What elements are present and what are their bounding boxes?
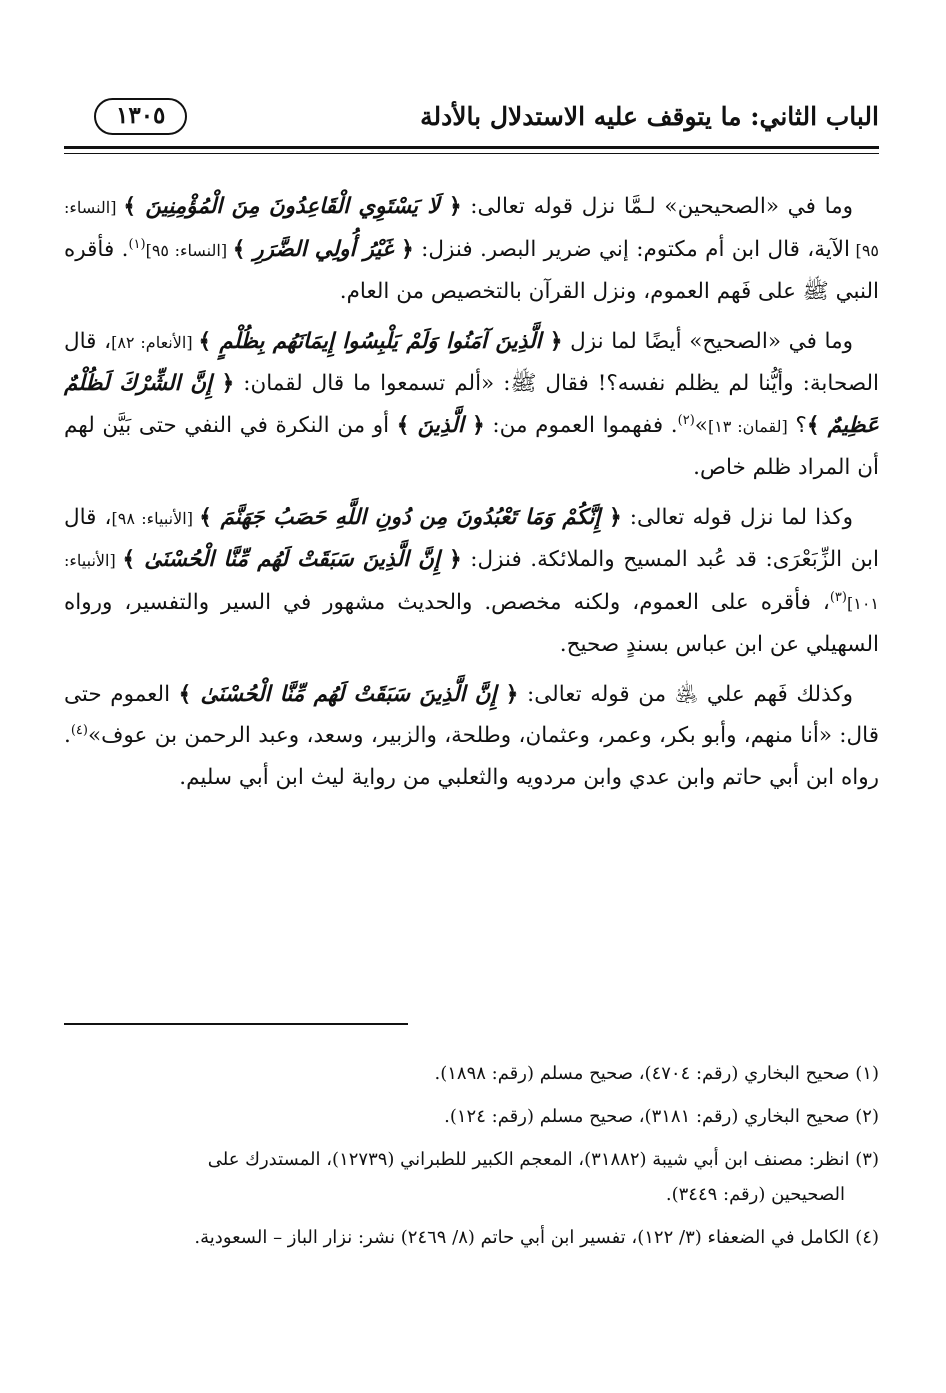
footnotes	[64, 1056, 879, 1263]
text-span: وكذلك فَهم علي ﵁ من قوله تعالى:	[518, 681, 853, 707]
footnote-marker[interactable]: (٤)	[70, 722, 88, 738]
paragraph-4	[64, 674, 879, 799]
footnote-4: (٤) الكامل في الضعفاء (٣/ ١٢٢)، تفسير ابن أبي حاتم (٨/ ٢٤٦٩) نشر: نزار الباز – السعودية.	[194, 1227, 879, 1248]
footnote-separator	[64, 1023, 408, 1025]
ornate-bracket-close: ﴾	[232, 236, 254, 262]
verse-reference: [لقمان: ١٣]	[707, 416, 788, 436]
footnote-3-line-2: الصحيحين (رقم: ٣٤٤٩).	[665, 1184, 845, 1205]
verse-reference: [الأنبياء: ٩٨]	[111, 508, 200, 528]
ornate-bracket-open: ﴿	[463, 412, 485, 438]
header-rule-thick	[64, 146, 879, 149]
quran-quote: الَّذِينَ	[417, 412, 464, 438]
page-header	[64, 96, 879, 146]
quran-quote: لَا يَسْتَوِي الْقَاعِدُونَ مِنَ الْمُؤْمِنِينَ	[145, 194, 440, 219]
verse-reference: [الأنبياء: ١٠١]	[64, 551, 879, 613]
text-span: وكذا لما نزل قوله تعالى:	[621, 504, 853, 530]
ornate-bracket-close: ﴾	[123, 194, 146, 219]
text-span: . فأقره النبي ﷺ على فَهم العموم، ونزل القرآن بالتخصيص من العام.	[64, 236, 879, 304]
footnote-3	[64, 1142, 879, 1212]
footnote-3-line-1: (٣) انظر: مصنف ابن أبي شيبة (٣١٨٨٢)، المعجم الكبير للطبراني (١٢٧٣٩)، المستدرك على	[207, 1149, 879, 1170]
text-span: وما في «الصحيحين» لـمَّا نزل قوله تعالى:	[461, 194, 854, 219]
footnote-1: (١) صحيح البخاري (رقم: ٤٧٠٤)، صحيح مسلم (رقم: ١٨٩٨).	[434, 1063, 879, 1084]
ornate-bracket-open: ﴿	[439, 547, 462, 572]
text-span: أو من النكرة في النفي حتى بَيَّن لهم أن المراد ظلم خاص.	[64, 412, 879, 480]
page-number-badge: ١٣٠٥	[94, 98, 187, 135]
ornate-bracket-close: ﴾	[806, 412, 828, 438]
quran-quote: إِنَّ الَّذِينَ سَبَقَتْ لَهُم مِّنَّا الْحُسْنَىٰ	[144, 547, 440, 572]
text-span: ، قال ابن الزِّبَعْرَى: قد عُبد المسيح والملائكة. فنزل:	[64, 504, 879, 572]
quran-quote: غَيْرُ أُولِي الضَّرَرِ	[253, 236, 394, 262]
ornate-bracket-close: ﴾	[199, 504, 221, 530]
text-span: العموم حتى قال: «أنا منهم، وأبو بكر، وعمر، وعثمان، وطلحة، والزبير، وسعد، وعبد الرحمن بن عوف»	[64, 681, 879, 748]
ornate-bracket-close: ﴾	[122, 547, 145, 572]
paragraph-2	[64, 321, 879, 489]
quran-quote: إِنَّ الَّذِينَ سَبَقَتْ لَهُم مِّنَّا الْحُسْنَىٰ	[200, 681, 497, 707]
quran-quote: إِنَّ الشِّرْكَ لَظُلْمٌ عَظِيمٌ	[64, 371, 879, 438]
running-title: الباب الثاني: ما يتوقف عليه الاستدلال بالأدلة	[420, 102, 879, 131]
header-rule-thin	[64, 153, 879, 154]
footnote-2: (٢) صحيح البخاري (رقم: ٣١٨١)، صحيح مسلم (رقم: ١٢٤).	[444, 1106, 879, 1127]
quran-quote: الَّذِينَ آمَنُوا وَلَمْ يَلْبِسُوا إِيمَانَهُم بِظُلْمٍ	[219, 328, 542, 354]
text-span: ؟	[787, 412, 807, 438]
verse-reference: [النساء: ٩٥]	[64, 198, 879, 260]
text-span: . رواه ابن أبي حاتم وابن عدي وابن مردويه والثعلبي من رواية ليث ابن أبي سليم.	[64, 723, 879, 790]
text-span: »	[694, 412, 708, 438]
text-span: ، قال الصحابة: وأيُّنا لم يظلم نفسه؟! فقال ﷺ: «ألم تسمعوا ما قال لقمان:	[64, 328, 879, 396]
book-page	[64, 96, 879, 1248]
text-span: . ففهموا العموم من:	[484, 412, 678, 438]
ornate-bracket-close: ﴾	[178, 681, 201, 707]
quran-quote: إِنَّكُمْ وَمَا تَعْبُدُونَ مِن دُونِ اللَّهِ حَصَبُ جَهَنَّمَ	[220, 504, 601, 530]
footnote-marker[interactable]: (٢)	[677, 412, 695, 428]
text-span: وما في «الصحيح» أيضًا لما نزل	[562, 328, 853, 354]
paragraph-1	[64, 186, 879, 313]
text-span: الآية، قال ابن أم مكتوم: إني ضرير البصر. فنزل:	[413, 236, 850, 262]
text-span: ، فأقره على العموم، ولكنه مخصص. والحديث مشهور في السير والتفسير، ورواه السهيلي عن ابن عباس بسندٍ صحيح.	[64, 589, 879, 657]
footnote-marker[interactable]: (٣)	[829, 589, 847, 605]
ornate-bracket-open: ﴿	[393, 236, 414, 262]
footnote-marker[interactable]: (١)	[128, 236, 146, 252]
verse-reference: [الأنعام: ٨٢]	[111, 332, 199, 352]
ornate-bracket-open: ﴿	[541, 328, 563, 354]
ornate-bracket-open: ﴿	[439, 194, 462, 219]
ornate-bracket-open: ﴿	[600, 504, 622, 530]
ornate-bracket-open: ﴿	[496, 681, 519, 707]
ornate-bracket-open: ﴿	[211, 371, 235, 396]
verse-reference: [النساء: ٩٥]	[145, 240, 233, 260]
ornate-bracket-close: ﴾	[396, 412, 418, 438]
main-text	[64, 186, 879, 806]
ornate-bracket-close: ﴾	[198, 328, 220, 354]
paragraph-3	[64, 497, 879, 666]
